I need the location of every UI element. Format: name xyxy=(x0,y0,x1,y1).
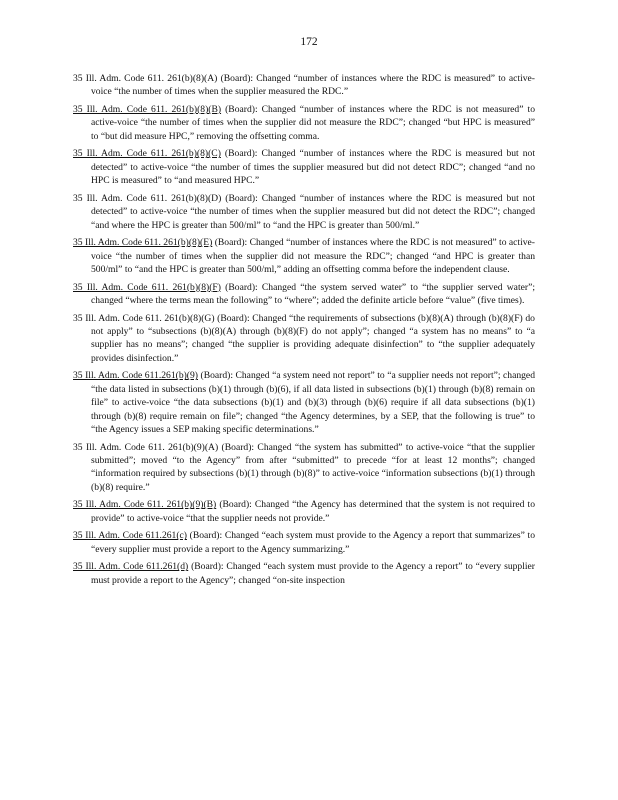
amendment-text: (Board): Changed “number of instances where the RDC is not measured” to active-voice “the number of times when the supplier did not measure the RDC”; changed “and HPC is greater than 500/ml” to “and the HPC is greater than 500/ml,” adding an offsetting comma before the independent clause. xyxy=(91,237,535,276)
amendment-entry xyxy=(73,72,535,99)
amendment-text: (Board): Changed “number of instances where the RDC is measured but not detected” to active-voice “the number of times when the supplier measured but did not detect the RDC”; changed “and where the HPC is greater than 500/ml” to “and the HPC is greater than 500/ml.” xyxy=(91,192,535,231)
citation: 35 Ill. Adm. Code 611.261(d) xyxy=(73,561,189,573)
amendment-text: (Board): Changed “the system served water” to “the supplier served water”; changed “where the terms mean the following” to “where”; added the definite article before “value” (five times). xyxy=(91,281,535,307)
amendment-text: (Board): Changed “the Agency has determined that the system is not required to provide” to active-voice “that the supplier needs not provide.” xyxy=(91,499,535,524)
citation: 35 Ill. Adm. Code 611. 261(b)(8)(B) xyxy=(73,104,222,115)
amendment-text: (Board): Changed “each system must provide to the Agency a report” to “every supplier must provide a report to the Agency”; changed “on-site inspection xyxy=(91,561,535,586)
amendment-text: (Board): Changed “each system must provide to the Agency a report that summarizes” to “every supplier must provide a report to the Agency summarizing.” xyxy=(91,530,535,555)
amendment-entry xyxy=(73,498,535,525)
amendment-entry xyxy=(73,281,535,308)
amendment-entry xyxy=(73,529,535,556)
amendment-list xyxy=(73,72,535,591)
amendment-entry xyxy=(73,441,535,495)
amendment-entry xyxy=(73,312,535,366)
amendment-entry xyxy=(73,147,535,187)
amendment-text: (Board): Changed “the system has submitted” to active-voice “that the supplier submitted”; moved “to the Agency” from after “submitted” to precede “for at least 12 months”; changed “information required by subsections (b)(1) through (b)(8)” to active-voice “information subsections (b)(1) through (b)(8) require.” xyxy=(91,441,535,493)
amendment-entry xyxy=(73,369,535,436)
citation: 35 Ill. Adm. Code 611. 261(b)(8)(A) xyxy=(73,73,218,84)
citation: 35 Ill. Adm. Code 611. 261(b)(8)(C) xyxy=(73,148,221,160)
amendment-text: (Board): Changed “the requirements of subsections (b)(8)(A) through (b)(8)(F) do not apply” to “subsections (b)(8)(A) through (b)(8)(F) do not apply”; changed “a system has no means” to “a supplier has no means”; changed “the supplier is providing adequate disinfection” to “the supplier adequately provides disinfection.” xyxy=(91,312,535,364)
amendment-entry xyxy=(73,192,535,232)
page-number: 172 xyxy=(300,36,318,48)
amendment-text: (Board): Changed “number of instances where the RDC is measured” to active-voice “the number of times when the supplier measured the RDC.” xyxy=(91,73,535,98)
amendment-text: (Board): Changed “number of instances where the RDC is not measured” to active-voice “the number of times when the supplier did not measure the RDC”; changed “but HPC is measured” to “but did measure HPC,” removing the offsetting comma. xyxy=(91,104,535,142)
citation: 35 Ill. Adm. Code 611. 261(b)(8)(D) xyxy=(73,192,222,204)
amendment-text: (Board): Changed “number of instances where the RDC is measured but not detected” to active-voice “the number of times the supplier measured but did not detect RDC”; changed “and no HPC is measured” to “and measured HPC.” xyxy=(91,148,535,187)
amendment-entry xyxy=(73,103,535,143)
citation: 35 Ill. Adm. Code 611. 261(b)(9)(B) xyxy=(73,499,217,511)
amendment-text: (Board): Changed “a system need not report” to “a supplier needs not report”; changed “the data listed in subsections (b)(1) through (b)(6), if all data listed in subsections (b)(1) through (b)(8) remain on file” to active-voice “the data subsections (b)(1) and (b)(3) through (b)(6) require if all data subsections (b)(1) through (b)(8) require remain on file”; changed “the Agency determines, by a SEP, that the following is true” to “the Agency issues a SEP making specific determinations.” xyxy=(91,370,535,436)
citation: 35 Ill. Adm. Code 611.261(b)(9) xyxy=(73,370,198,382)
citation: 35 Ill. Adm. Code 611. 261(b)(9)(A) xyxy=(73,441,219,453)
amendment-entry xyxy=(73,560,535,587)
citation: 35 Ill. Adm. Code 611. 261(b)(8)(G) xyxy=(73,312,215,324)
citation: 35 Ill. Adm. Code 611.261(c) xyxy=(73,530,187,542)
citation: 35 Ill. Adm. Code 611. 261(b)(8)(F) xyxy=(73,281,221,293)
citation: 35 Ill. Adm. Code 611. 261(b)(8)(E) xyxy=(73,237,213,249)
amendment-entry xyxy=(73,236,535,276)
